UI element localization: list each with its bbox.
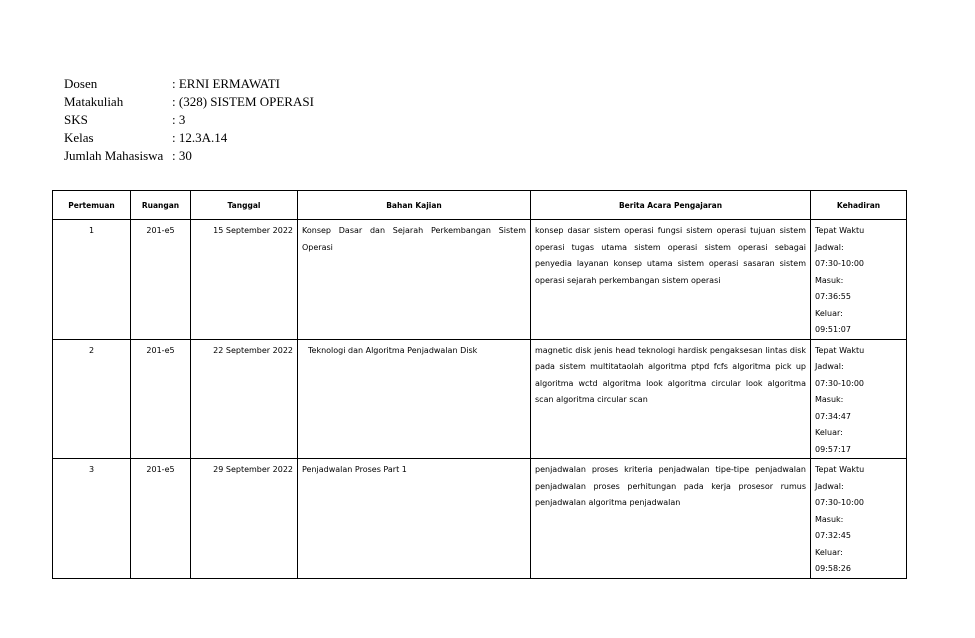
attendance-schedule-label: Jadwal: (815, 481, 844, 491)
info-value: : 12.3A.14 (172, 130, 228, 145)
info-row-kelas (64, 129, 314, 147)
attendance-in-label: Masuk: (815, 395, 844, 404)
cell-tanggal: 15 September 2022 (191, 220, 298, 340)
info-value: : (328) SISTEM OPERASI (172, 94, 314, 109)
info-label: Matakuliah (64, 94, 124, 109)
cell-berita-acara: penjadwalan proses kriteria penjadwalan tipe-tipe penjadwalan penjadwalan proses perhitungan pada kerja prosesor rumus penjadwalan algoritma penjadwalan (531, 459, 811, 579)
info-row-sks (64, 111, 314, 129)
attendance-status: Tepat Waktu (815, 226, 865, 235)
course-info (64, 75, 314, 165)
attendance-schedule-label: Jadwal: (815, 242, 844, 252)
cell-tanggal: 22 September 2022 (191, 339, 298, 459)
info-value: : 3 (172, 112, 186, 127)
header-pertemuan: Pertemuan (53, 191, 131, 220)
header-bahan-kajian: Bahan Kajian (298, 191, 531, 220)
attendance-out-label: Keluar: (815, 547, 843, 557)
cell-kehadiran (811, 339, 907, 459)
cell-bahan-kajian: Teknologi dan Algoritma Penjadwalan Disk (298, 339, 531, 459)
attendance-status: Tepat Waktu (815, 345, 865, 355)
info-row-matakuliah (64, 93, 314, 111)
attendance-out-value: 09:58:26 (815, 564, 851, 573)
attendance-schedule-value: 07:30-10:00 (815, 378, 864, 388)
attendance-schedule-value: 07:30-10:00 (815, 259, 864, 268)
cell-pertemuan: 3 (53, 459, 131, 579)
cell-kehadiran (811, 220, 907, 340)
cell-ruangan: 201-e5 (131, 339, 191, 459)
cell-bahan-kajian: Penjadwalan Proses Part 1 (298, 459, 531, 579)
table-row (53, 220, 907, 340)
attendance-in-value: 07:36:55 (815, 292, 851, 301)
attendance-out-label: Keluar: (815, 308, 843, 318)
cell-ruangan: 201-e5 (131, 220, 191, 340)
info-row-jumlah-mahasiswa (64, 147, 314, 165)
table-row (53, 339, 907, 459)
cell-kehadiran (811, 459, 907, 579)
info-label: SKS (64, 112, 88, 127)
attendance-out-value: 09:57:17 (815, 444, 851, 454)
info-label: Dosen (64, 76, 98, 91)
cell-tanggal: 29 September 2022 (191, 459, 298, 579)
attendance-in-label: Masuk: (815, 275, 844, 285)
info-value: : ERNI ERMAWATI (172, 76, 281, 91)
header-ruangan: Ruangan (131, 191, 191, 220)
header-kehadiran: Kehadiran (811, 191, 907, 220)
attendance-schedule-value: 07:30-10:00 (815, 498, 864, 507)
cell-berita-acara: magnetic disk jenis head teknologi hardisk pengaksesan lintas disk pada sistem multitataolah algoritma ptpd fcfs algoritma pick up algoritma wctd algoritma look algoritma circular look algoritma scan algoritma circular scan (531, 339, 811, 459)
info-label: Kelas (64, 130, 94, 145)
attendance-table (52, 190, 907, 579)
cell-pertemuan: 1 (53, 220, 131, 340)
attendance-out-value: 09:51:07 (815, 325, 851, 334)
cell-ruangan: 201-e5 (131, 459, 191, 579)
attendance-in-value: 07:34:47 (815, 411, 851, 421)
header-berita-acara: Berita Acara Pengajaran (531, 191, 811, 220)
attendance-schedule-label: Jadwal: (815, 362, 844, 371)
cell-pertemuan: 2 (53, 339, 131, 459)
attendance-in-label: Masuk: (815, 514, 844, 524)
info-row-dosen (64, 75, 314, 93)
cell-berita-acara: konsep dasar sistem operasi fungsi sistem operasi tujuan sistem operasi tugas utama sistem operasi sistem operasi sebagai penyedia layanan konsep utama sistem operasi sasaran sistem operasi sejarah perkembangan sistem operasi (531, 220, 811, 340)
attendance-in-value: 07:32:45 (815, 531, 851, 540)
cell-bahan-kajian: Konsep Dasar dan Sejarah Perkembangan Sistem Operasi (298, 220, 531, 340)
attendance-out-label: Keluar: (815, 428, 843, 437)
info-label: Jumlah Mahasiswa (64, 148, 164, 163)
table-row (53, 459, 907, 579)
info-value: : 30 (172, 148, 192, 163)
header-tanggal: Tanggal (191, 191, 298, 220)
table-header-row (53, 191, 907, 220)
attendance-status: Tepat Waktu (815, 465, 865, 474)
